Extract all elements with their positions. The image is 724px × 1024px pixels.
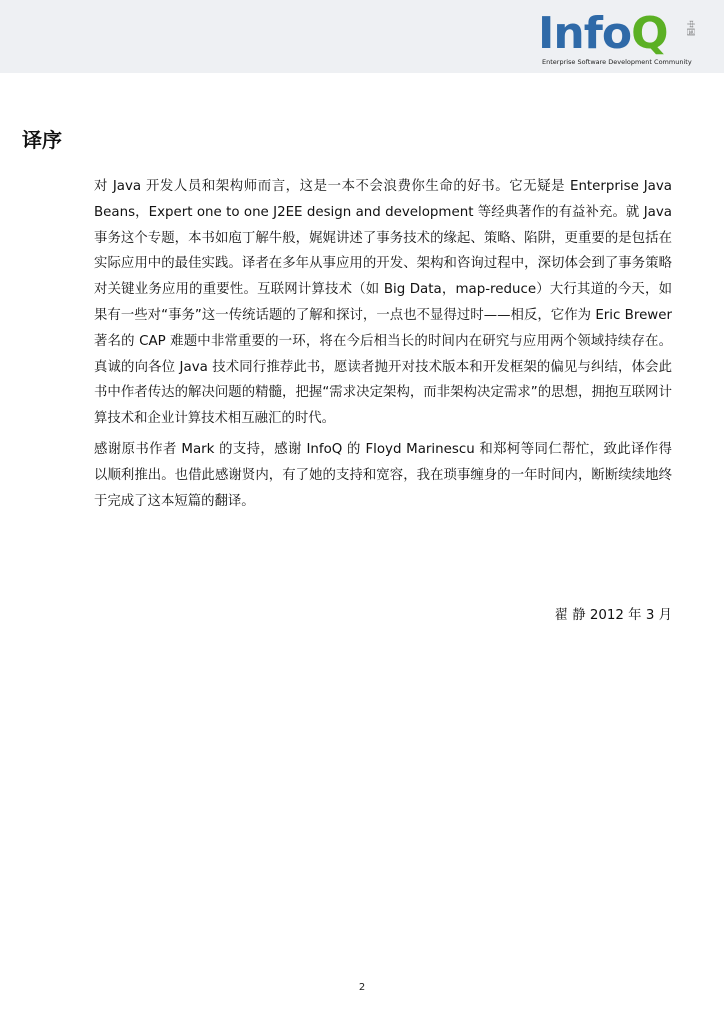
- logo-q-text: Q: [631, 8, 668, 59]
- signature-line: 翟 静 2012 年 3 月: [554, 608, 672, 623]
- logo-wordmark: [538, 10, 667, 58]
- page-number: 2: [358, 982, 366, 993]
- infoq-logo: [538, 10, 698, 70]
- section-title: 译序: [22, 128, 62, 152]
- paragraph-2: 感谢原书作者 Mark 的支持，感谢 InfoQ 的 Floyd Marinescu 和郑柯等同仁帮忙，致此译作得以顺利推出。也借此感谢贤内，有了她的支持和宽容，我在琐事缠身的一年时间内，断断续续地终于完成了这本短篇的翻译。: [94, 441, 672, 509]
- paragraph-1: 对 Java 开发人员和架构师而言，这是一本不会浪费你生命的好书。它无疑是 Enterprise Java Beans，Expert one to one J2EE design and development 等经典著作的有益补充。就 Java 事务这个专题，本书如庖丁解牛般，娓娓讲述了事务技术的缘起、策略、陷阱，更重要的是包括在实际应用中的最佳实践。译者在多年从事应用的开发、架构和咨询过程中，深切体会到了事务策略对关键业务应用的重要性。互联网计算技术（如 Big Data，map-reduce）大行其道的今天，如果有一些对“事务”这一传统话题的了解和探讨，一点也不显得过时——相反，它作为 Eric Brewer 著名的 CAP 难题中非常重要的一环，将在今后相当长的时间内在研究与应用两个领域持续存在。真诚的向各位 Java 技术同行推荐此书，愿读者抛开对技术版本和开发框架的偏见与纠结，体会此书中作者传达的解决问题的精髓，把握“需求决定架构，而非架构决定需求”的思想，拥抱互联网计算技术和企业计算技术相互融汇的时代。: [94, 179, 672, 427]
- header-band: [0, 0, 724, 73]
- body-text: [94, 174, 672, 519]
- logo-tagline: Enterprise Software Development Community: [542, 58, 692, 66]
- logo-china-text: 中国: [686, 20, 695, 36]
- logo-info-text: Info: [538, 8, 632, 59]
